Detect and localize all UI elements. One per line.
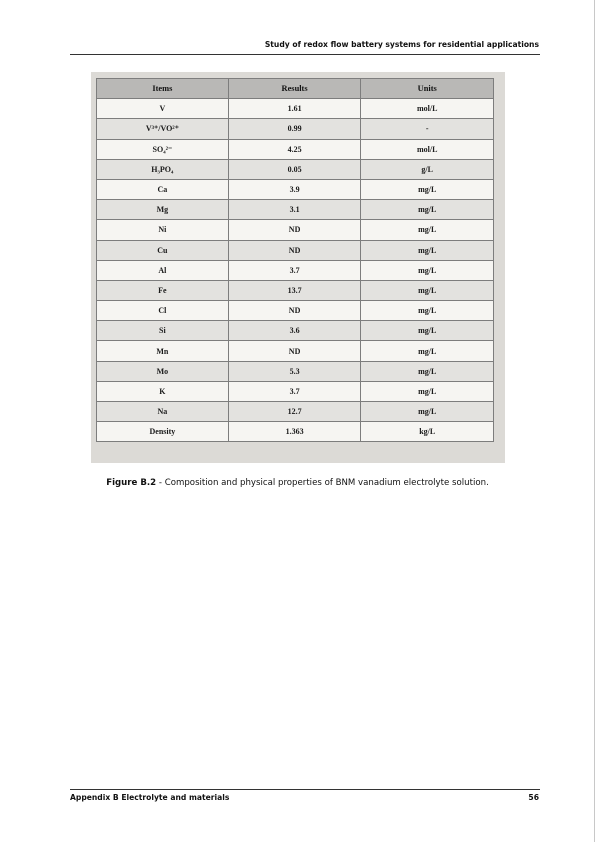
table-row [97,179,494,199]
cell-unit: mg/L [361,179,494,199]
table-row [97,220,494,240]
cell-item: Mn [97,341,229,361]
cell-item: SO₄²⁻ [97,139,229,159]
cell-item: Cl [97,301,229,321]
cell-result: 0.99 [228,119,361,139]
column-header-results: Results [228,79,361,99]
cell-item: Ni [97,220,229,240]
cell-result: 13.7 [228,280,361,300]
footer-section-title: Appendix B Electrolyte and materials [70,793,230,802]
cell-result: 0.05 [228,159,361,179]
table-row [97,200,494,220]
cell-unit: - [361,119,494,139]
table-row [97,99,494,119]
table-row [97,301,494,321]
table-row [97,341,494,361]
cell-result: 1.363 [228,422,361,442]
header-rule [70,54,540,55]
cell-item: H₃PO₄ [97,159,229,179]
cell-item: V [97,99,229,119]
cell-result: 3.1 [228,200,361,220]
cell-result: ND [228,240,361,260]
running-header: Study of redox flow battery systems for residential applications [264,40,539,49]
cell-item: Na [97,402,229,422]
cell-item: Mg [97,200,229,220]
cell-unit: mg/L [361,361,494,381]
cell-unit: kg/L [361,422,494,442]
table-body [97,99,494,442]
cell-item: Ca [97,179,229,199]
figure-table-scan [91,72,505,463]
cell-unit: mol/L [361,139,494,159]
figure-label: Figure B.2 [106,478,157,488]
page-number: 56 [528,793,539,802]
cell-item: Al [97,260,229,280]
cell-result: ND [228,341,361,361]
cell-unit: mol/L [361,99,494,119]
figure-caption-text: - Composition and physical properties of BNM vanadium electrolyte solution. [156,478,489,488]
cell-item: Mo [97,361,229,381]
table-row [97,321,494,341]
cell-result: 12.7 [228,402,361,422]
column-header-items: Items [97,79,229,99]
composition-table [96,78,494,442]
column-header-units: Units [361,79,494,99]
table-row [97,119,494,139]
cell-unit: mg/L [361,220,494,240]
cell-item: K [97,381,229,401]
cell-item: Fe [97,280,229,300]
cell-result: 3.9 [228,179,361,199]
cell-result: 3.7 [228,381,361,401]
table-header-row [97,79,494,99]
table-row [97,402,494,422]
table-row [97,159,494,179]
table-row [97,381,494,401]
cell-unit: mg/L [361,321,494,341]
cell-result: 3.6 [228,321,361,341]
cell-unit: mg/L [361,402,494,422]
cell-item: Cu [97,240,229,260]
cell-result: 3.7 [228,260,361,280]
cell-result: 1.61 [228,99,361,119]
footer-rule [70,789,540,790]
table-row [97,139,494,159]
cell-item: Si [97,321,229,341]
cell-unit: mg/L [361,341,494,361]
cell-item: Density [97,422,229,442]
table-row [97,260,494,280]
cell-result: ND [228,301,361,321]
cell-unit: mg/L [361,240,494,260]
cell-unit: mg/L [361,200,494,220]
table-row [97,240,494,260]
cell-result: 4.25 [228,139,361,159]
cell-unit: mg/L [361,260,494,280]
figure-caption [0,478,595,488]
cell-unit: mg/L [361,381,494,401]
cell-unit: mg/L [361,301,494,321]
table-row [97,280,494,300]
cell-item: V³⁺/VO²⁺ [97,119,229,139]
table-row [97,422,494,442]
cell-result: ND [228,220,361,240]
cell-result: 5.3 [228,361,361,381]
cell-unit: g/L [361,159,494,179]
table-row [97,361,494,381]
cell-unit: mg/L [361,280,494,300]
